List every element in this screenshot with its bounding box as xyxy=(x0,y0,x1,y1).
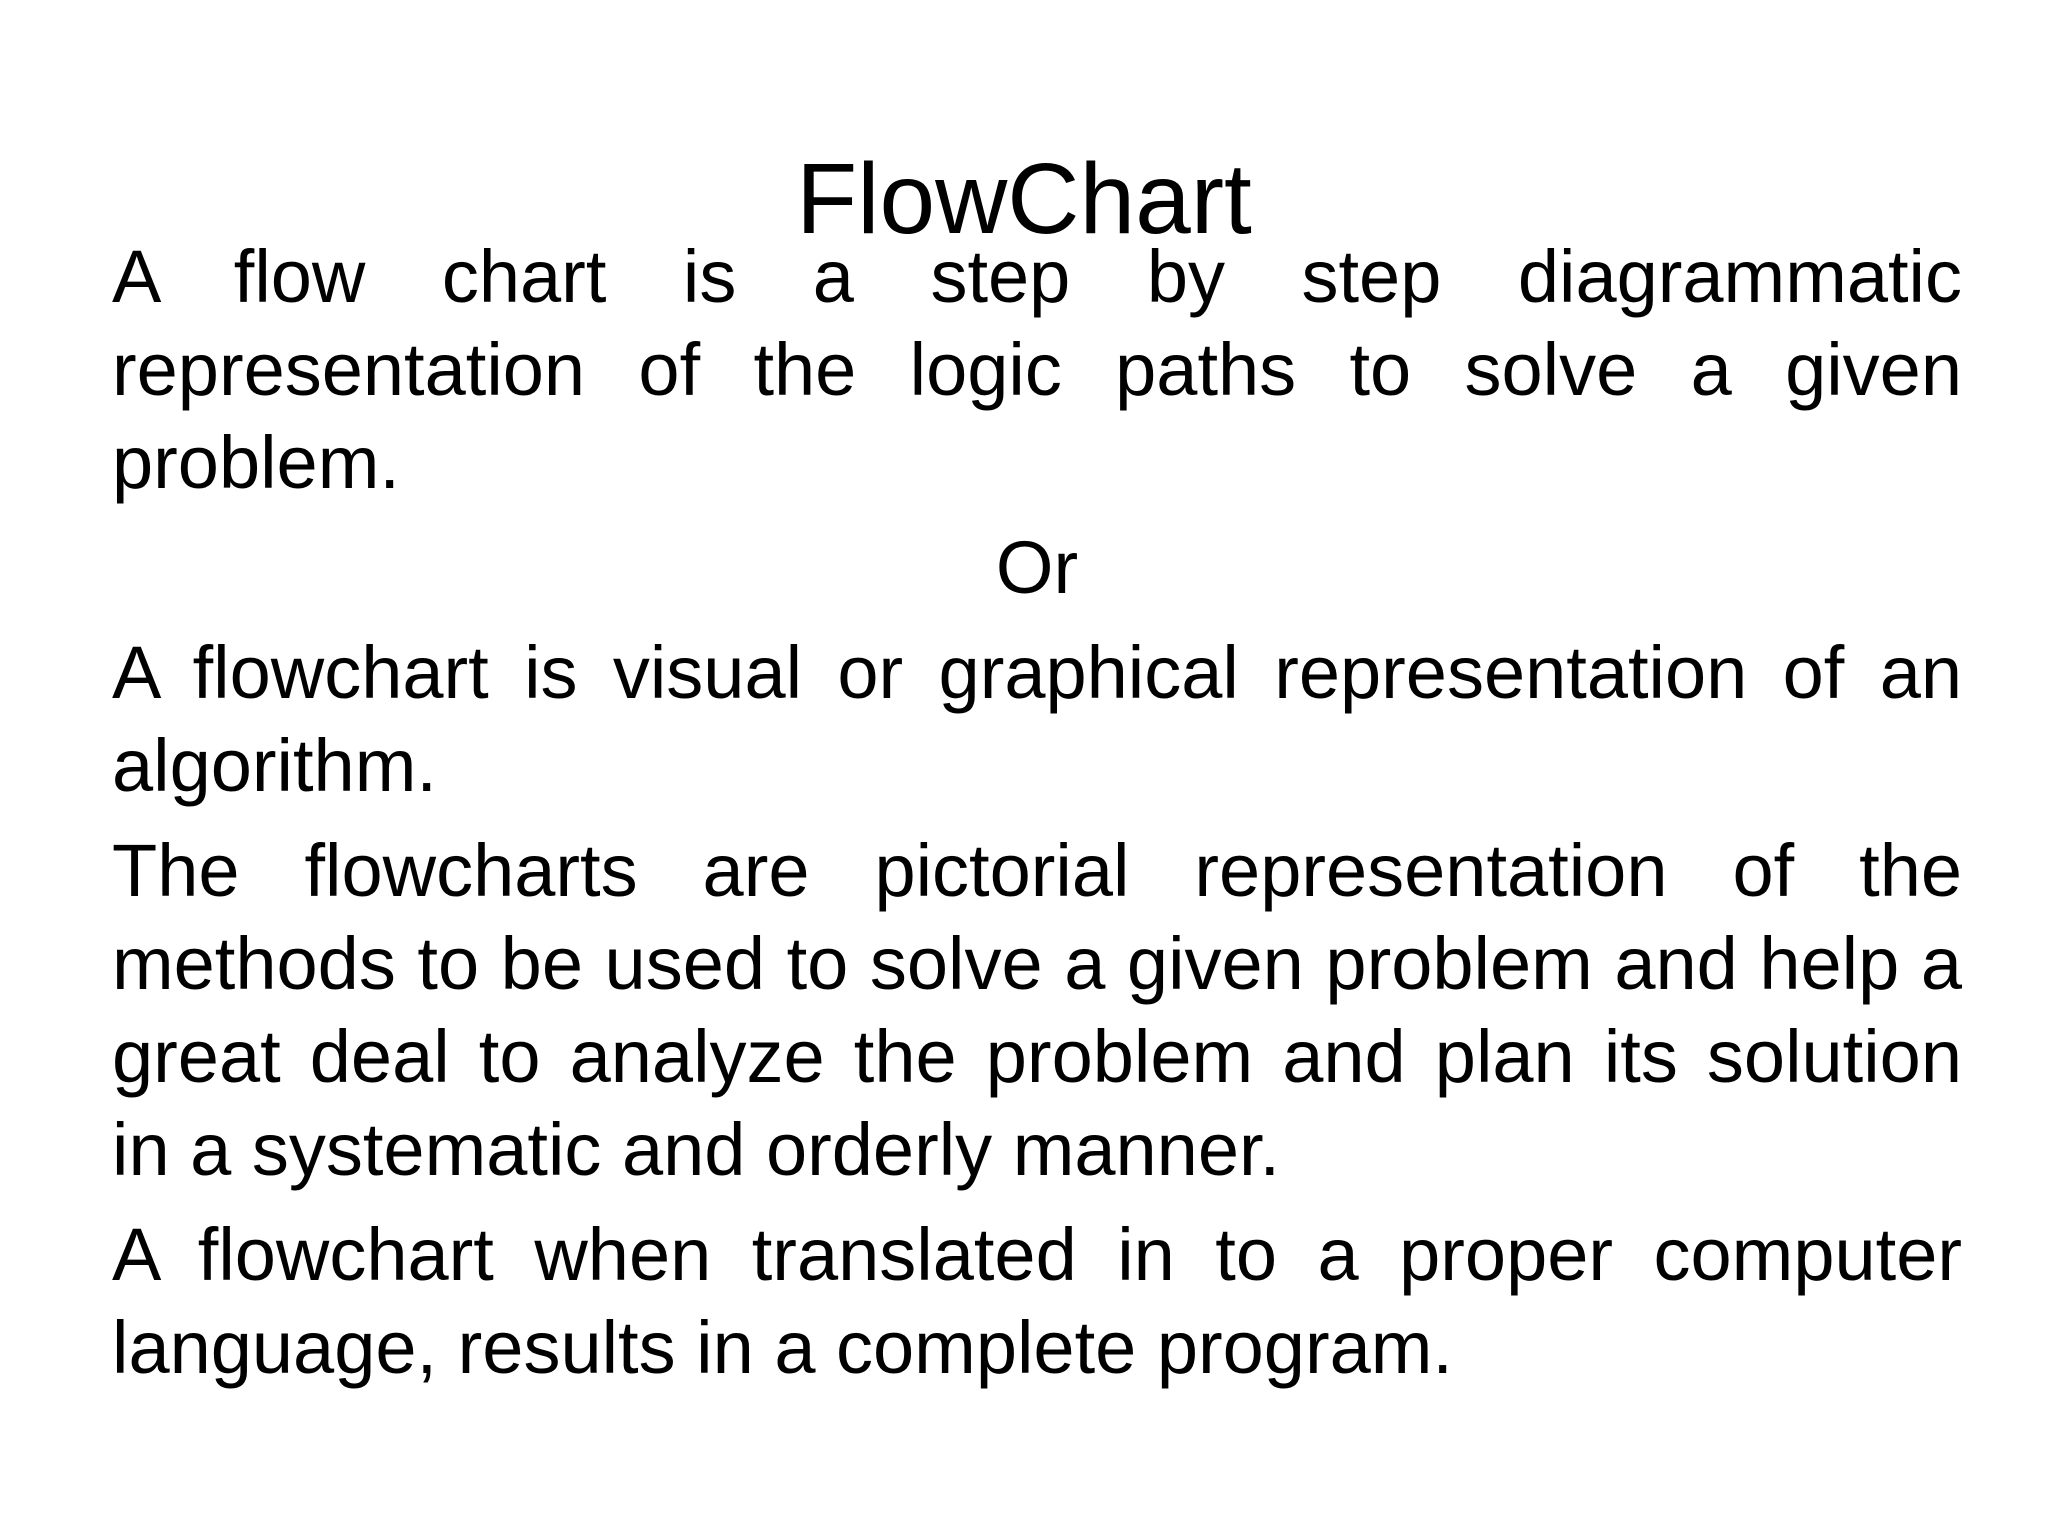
description-paragraph: The flowcharts are pictorial representation of the methods to be used to solve a given problem and help a great deal to analyze the problem and plan its solution in a systematic and orderly manner. xyxy=(112,829,1962,1191)
slide-title: FlowChart xyxy=(796,143,1252,255)
or-separator: Or xyxy=(995,526,1079,609)
definition-paragraph-1: A flow chart is a step by step diagrammatic representation of the logic paths to solve a given problem. xyxy=(112,235,1962,504)
definition-paragraph-2: A flowchart is visual or graphical representation of an algorithm. xyxy=(112,631,1962,807)
slide-body xyxy=(112,230,1962,1406)
translation-paragraph: A flowchart when translated in to a proper computer language, results in a complete program. xyxy=(112,1213,1962,1389)
